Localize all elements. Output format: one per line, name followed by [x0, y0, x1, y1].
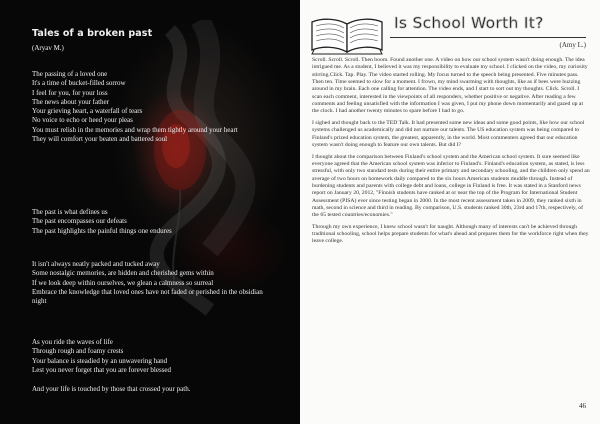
poem-stanza-4: [32, 338, 272, 375]
poem-line: If we look deep within ourselves, we glean a calmness so surreal: [32, 278, 214, 287]
poem-line: Lest you never forget that you are forever blessed: [32, 365, 172, 374]
essay-title: Is School Worth It?: [394, 14, 544, 32]
right-page: [300, 0, 600, 424]
poem-line: They will comfort your beaten and battered soul: [32, 135, 168, 144]
poem-line: You must relish in the memories and wrap them tightly around your heart: [32, 125, 238, 134]
poem-author: (Aryav M.): [32, 44, 64, 52]
poem-line: As you ride the waves of life: [32, 338, 113, 346]
poem-line: The past highlights the painful things one endures: [32, 226, 172, 235]
poem-line: Through rough and foamy crests: [32, 347, 124, 356]
page-number: 46: [579, 402, 586, 410]
poem-line: Some nostalgic memories, are hidden and cherished gems within: [32, 269, 214, 278]
poem-line: It isn't always neatly packed and tucked away: [32, 260, 160, 268]
poem-title: Tales of a broken past: [32, 28, 153, 39]
poem-line: It's a time of bucket-filled sorrow: [32, 79, 126, 88]
poem-line: The news about your father: [32, 97, 109, 106]
essay-paragraph: I thought about the comparison between Finland's school system and the American school system. It sure seemed like everyone agreed that the American school system was inferior to Finland's. Finland's education system, as stated, is less stressful, with only two standard tests during their entire primary and secondary schooling, and the children only spend an average of two hours on homework daily compared to the six hours American students muddle through. Instead of burdening students and parents with college debt and loans, college in Finland is free. It was stated in a Stanford news report on January 20, 2012, "Finnish students have ranked at or near the top of the Program for International Student Assessment (PISA) ever since testing began in 2000. In the most recent assessment taken in 2009, they ranked sixth in math, second in science and third in reading. By comparison, U.S. students ranked 30th, 23rd and 17th, respectively, of the 65 tested countries/economies.": [312, 153, 590, 219]
poem-line: The past is what defines us: [32, 208, 108, 216]
poem-line: Your grieving heart, a waterfall of tears: [32, 107, 143, 116]
essay-paragraph: I sighed and thought back to the TED Talk. It had presented some new ideas and some good points, like how our school systems challenged us academically and did not nurture our talents. The US education system was being compared to Finland's prized education system, the greatest, apparently, in the world. Most commenters agreed that our education system wasn't doing enough to feature our own talents. But did I?: [312, 119, 585, 148]
poem-line: No voice to echo or heed your pleas: [32, 116, 133, 125]
poem-line: I feel for you, for your loss: [32, 88, 108, 97]
poem-line: The past encompasses our defeats: [32, 217, 127, 226]
poem-line: Embrace the knowledge that loved ones have not faded or perished in the obsidian night: [32, 287, 263, 306]
poem-stanza-5: [32, 385, 272, 394]
poem-line: The passing of a loved one: [32, 70, 108, 78]
poem-line: Your balance is steadied by an unwavering hand: [32, 356, 168, 365]
poem-stanza-1: [32, 70, 272, 144]
open-book-icon: [308, 10, 386, 56]
essay-paragraph: Through my own experience, I knew school wasn't for naught. Although many of interests can't be achieved through traditional schooling, school helps prepare students for what's ahead and prepares them for the workforce right when they leave college.: [312, 223, 589, 245]
essay-author: (Amy L.): [559, 41, 586, 49]
poem-line: And your life is touched by those that crossed your path.: [32, 385, 191, 393]
title-underline: [390, 37, 586, 38]
poem-stanza-2: [32, 208, 272, 236]
essay-body: [312, 57, 590, 250]
poem-stanza-3: [32, 260, 272, 306]
essay-paragraph: Scroll. Scroll. Scroll. Then boom. Found another one. A video on how our school system wasn't doing enough. The idea intrigued me. As a student, I believed it was my responsibility to evaluate my school. I clicked on the video, my curiosity stirring.Click. Tap. Play. The video started rolling. My focus turned to the speech being presented. Five minutes pass. Then ten. Time seemed to slow for a moment. I frown, my mind swarming with thoughts, like as if bees were buzzing around in my brain. Each one calling for attention. The video ends, and I start to sort out my thoughts. Click. Scroll. I scan each comment, interested in the viewpoints of all responders, whether positive or negative. After reading a few comments and feeling unsatisfied with the information I was given, I put my phone down momentarily and gazed up at the clock. I had another twenty minutes to spare before I had to go.: [312, 57, 588, 115]
